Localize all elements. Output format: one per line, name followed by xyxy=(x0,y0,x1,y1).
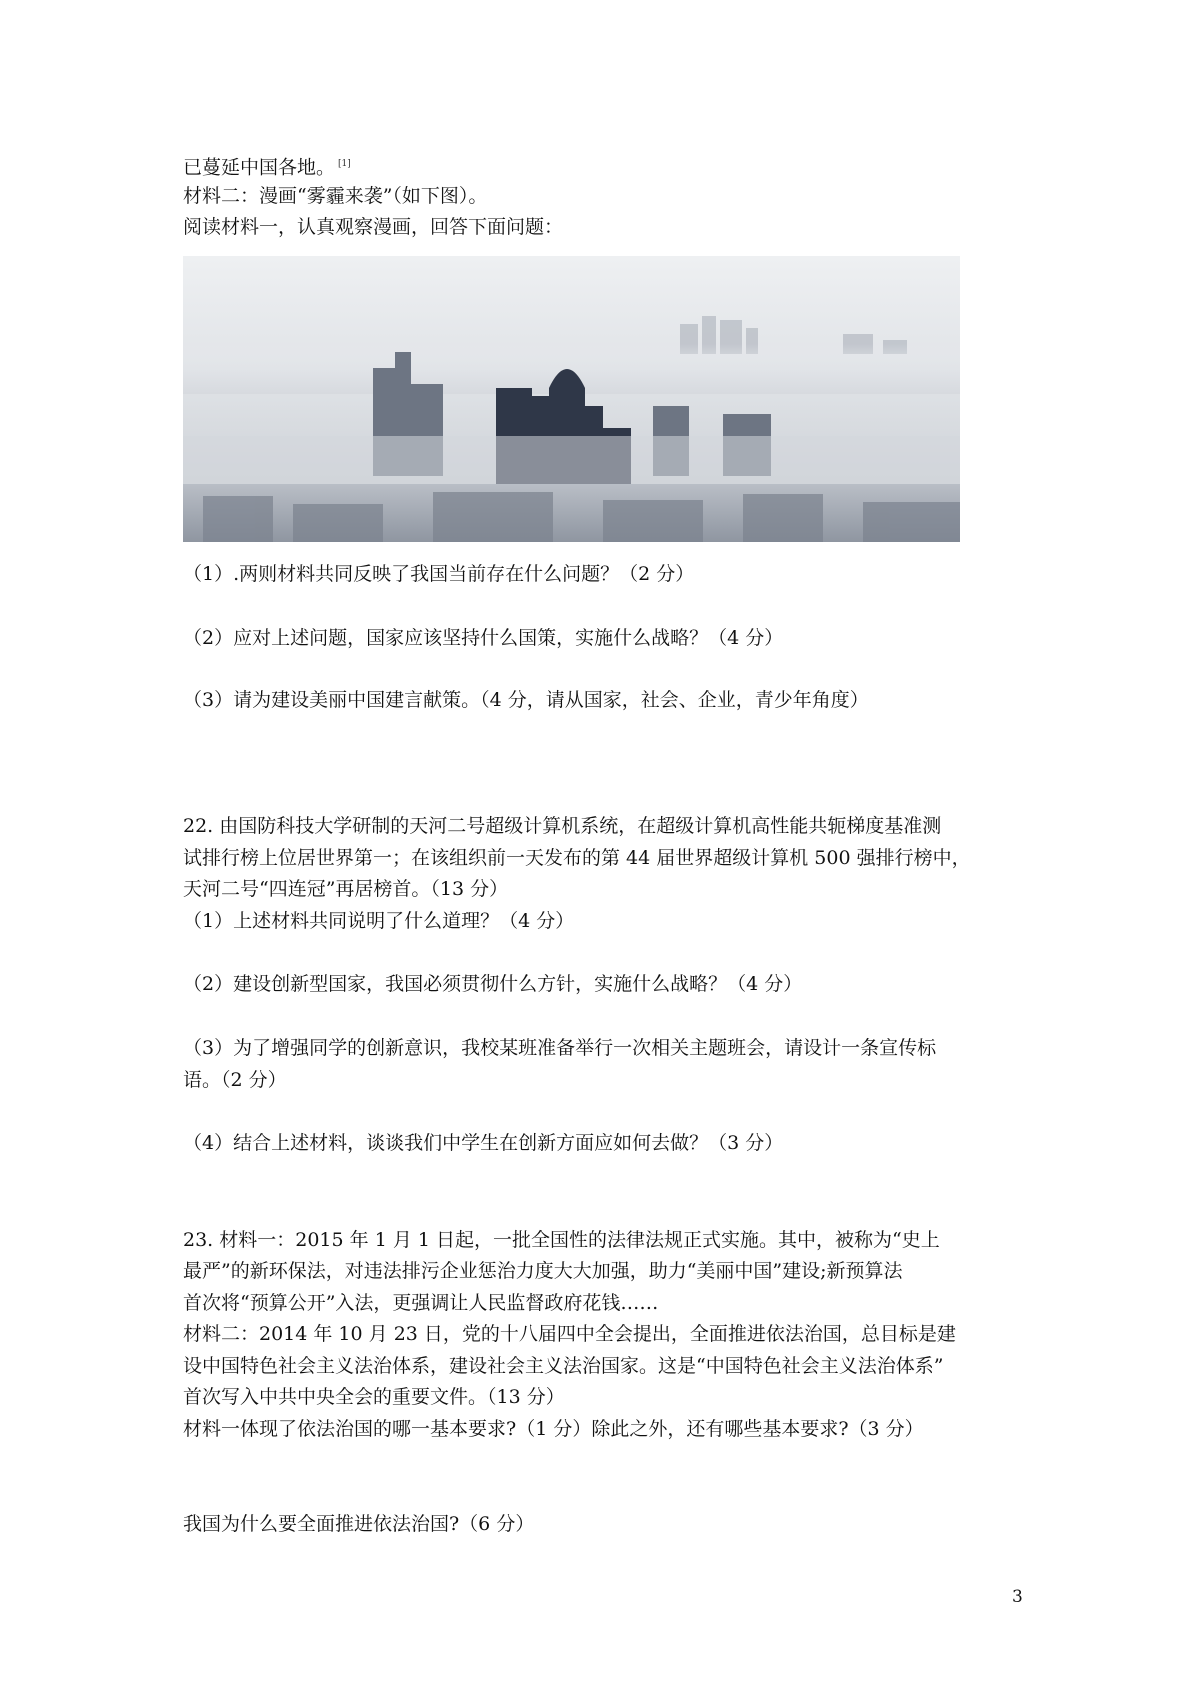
question-23-text: 首次写入中共中央全会的重要文件。（13 分） xyxy=(183,1386,565,1408)
question-23-text: 首次将“预算公开”入法，更强调让人民监督政府花钱…… xyxy=(183,1292,659,1314)
text-line: 材料二：漫画“雾霾来袭”（如下图）。 xyxy=(183,185,488,207)
text-line: 已蔓延中国各地。 [1] xyxy=(183,156,351,179)
question-23-text: 最严”的新环保法，对违法排污企业惩治力度大大加强，助力“美丽中国”建设;新预算法 xyxy=(183,1260,903,1282)
question-line: （3）请为建设美丽中国建言献策。（4 分，请从国家，社会、企业，青少年角度） xyxy=(183,689,869,711)
page-number: 3 xyxy=(1012,1587,1023,1607)
footnote-ref: [1] xyxy=(338,159,351,169)
question-22-text: 22. 由国防科技大学研制的天河二号超级计算机系统，在超级计算机高性能共轭梯度基准测 xyxy=(183,815,942,837)
question-23-text: 23. 材料一：2015 年 1 月 1 日起，一批全国性的法律法规正式实施。其中，被称为“史上 xyxy=(183,1229,940,1251)
question-line: （1）上述材料共同说明了什么道理？（4 分） xyxy=(183,910,575,932)
question-22-text: 天河二号“四连冠”再居榜首。（13 分） xyxy=(183,878,509,900)
question-22-text: 试排行榜上位居世界第一；在该组织前一天发布的第 44 届世界超级计算机 500 强排行榜中， xyxy=(183,847,971,869)
question-line: （4）结合上述材料，谈谈我们中学生在创新方面应如何去做？（3 分） xyxy=(183,1132,784,1154)
text-line: 阅读材料一，认真观察漫画，回答下面问题： xyxy=(183,216,564,238)
question-23-text: 设中国特色社会主义法治体系，建设社会主义法治国家。这是“中国特色社会主义法治体系” xyxy=(183,1355,944,1377)
question-line: 材料一体现了依法治国的哪一基本要求?（1 分）除此之外，还有哪些基本要求?（3 分） xyxy=(183,1418,924,1440)
question-23-text: 材料二：2014 年 10 月 23 日，党的十八届四中全会提出，全面推进依法治国，总目标是建 xyxy=(183,1323,956,1345)
question-line: 语。（2 分） xyxy=(183,1069,287,1091)
question-line: （3）为了增强同学的创新意识，我校某班准备举行一次相关主题班会，请设计一条宣传标 xyxy=(183,1037,937,1059)
smog-city-photo xyxy=(183,256,960,542)
question-line: （2）建设创新型国家，我国必须贯彻什么方针，实施什么战略？（4 分） xyxy=(183,973,803,995)
question-line: （1）.两则材料共同反映了我国当前存在什么问题？（2 分） xyxy=(183,563,695,585)
question-line: 我国为什么要全面推进依法治国?（6 分） xyxy=(183,1513,535,1535)
question-line: （2）应对上述问题，国家应该坚持什么国策，实施什么战略？（4 分） xyxy=(183,627,784,649)
